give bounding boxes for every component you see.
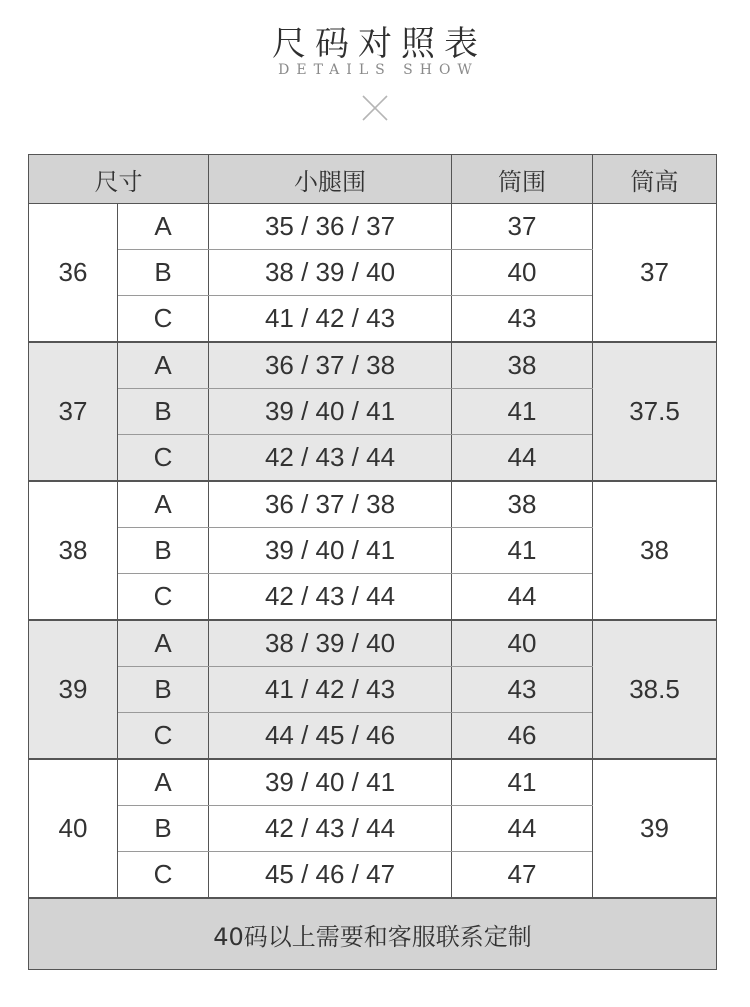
circumference-cell: 44 xyxy=(452,574,593,621)
variant-cell: B xyxy=(118,528,209,574)
size-cell: 40 xyxy=(29,759,118,898)
footer-note: 40码以上需要和客服联系定制 xyxy=(29,898,717,970)
table-row xyxy=(29,204,717,250)
table-row xyxy=(29,620,717,667)
variant-cell: B xyxy=(118,250,209,296)
calf-cell: 44 / 45 / 46 xyxy=(209,713,452,760)
page-header xyxy=(0,0,750,150)
variant-cell: A xyxy=(118,481,209,528)
circumference-cell: 44 xyxy=(452,435,593,482)
circumference-cell: 44 xyxy=(452,806,593,852)
height-cell: 38 xyxy=(593,481,717,620)
calf-cell: 41 / 42 / 43 xyxy=(209,667,452,713)
calf-cell: 42 / 43 / 44 xyxy=(209,574,452,621)
table-row xyxy=(29,342,717,389)
variant-cell: B xyxy=(118,389,209,435)
circumference-cell: 38 xyxy=(452,342,593,389)
calf-cell: 42 / 43 / 44 xyxy=(209,435,452,482)
height-cell: 37.5 xyxy=(593,342,717,481)
calf-cell: 42 / 43 / 44 xyxy=(209,806,452,852)
calf-cell: 38 / 39 / 40 xyxy=(209,250,452,296)
circumference-cell: 37 xyxy=(452,204,593,250)
variant-cell: C xyxy=(118,574,209,621)
page-subtitle: DETAILS SHOW xyxy=(278,62,479,78)
variant-cell: C xyxy=(118,852,209,899)
variant-cell: A xyxy=(118,620,209,667)
variant-cell: C xyxy=(118,296,209,343)
header-size: 尺寸 xyxy=(29,155,209,204)
height-cell: 38.5 xyxy=(593,620,717,759)
calf-cell: 36 / 37 / 38 xyxy=(209,481,452,528)
table-header-row xyxy=(29,155,717,204)
circumference-cell: 41 xyxy=(452,528,593,574)
variant-cell: B xyxy=(118,667,209,713)
circumference-cell: 47 xyxy=(452,852,593,899)
height-cell: 37 xyxy=(593,204,717,343)
variant-cell: A xyxy=(118,342,209,389)
size-cell: 37 xyxy=(29,342,118,481)
circumference-cell: 46 xyxy=(452,713,593,760)
variant-cell: B xyxy=(118,806,209,852)
variant-cell: C xyxy=(118,435,209,482)
size-cell: 39 xyxy=(29,620,118,759)
height-cell: 39 xyxy=(593,759,717,898)
circumference-cell: 43 xyxy=(452,667,593,713)
variant-cell: C xyxy=(118,713,209,760)
variant-cell: A xyxy=(118,759,209,806)
circumference-cell: 41 xyxy=(452,389,593,435)
circumference-cell: 40 xyxy=(452,250,593,296)
footer-row xyxy=(29,898,717,970)
calf-cell: 36 / 37 / 38 xyxy=(209,342,452,389)
circumference-cell: 38 xyxy=(452,481,593,528)
cross-icon xyxy=(360,93,390,123)
calf-cell: 38 / 39 / 40 xyxy=(209,620,452,667)
calf-cell: 39 / 40 / 41 xyxy=(209,389,452,435)
circumference-cell: 40 xyxy=(452,620,593,667)
header-calf: 小腿围 xyxy=(209,155,452,204)
table-body xyxy=(29,204,717,899)
size-cell: 38 xyxy=(29,481,118,620)
variant-cell: A xyxy=(118,204,209,250)
calf-cell: 41 / 42 / 43 xyxy=(209,296,452,343)
page-title: 尺码对照表 xyxy=(272,24,487,64)
size-chart-table xyxy=(28,154,717,970)
header-height: 筒高 xyxy=(593,155,717,204)
header-circumference: 筒围 xyxy=(452,155,593,204)
table-row xyxy=(29,759,717,806)
size-cell: 36 xyxy=(29,204,118,343)
calf-cell: 39 / 40 / 41 xyxy=(209,759,452,806)
table-row xyxy=(29,481,717,528)
calf-cell: 35 / 36 / 37 xyxy=(209,204,452,250)
calf-cell: 39 / 40 / 41 xyxy=(209,528,452,574)
circumference-cell: 41 xyxy=(452,759,593,806)
calf-cell: 45 / 46 / 47 xyxy=(209,852,452,899)
circumference-cell: 43 xyxy=(452,296,593,343)
